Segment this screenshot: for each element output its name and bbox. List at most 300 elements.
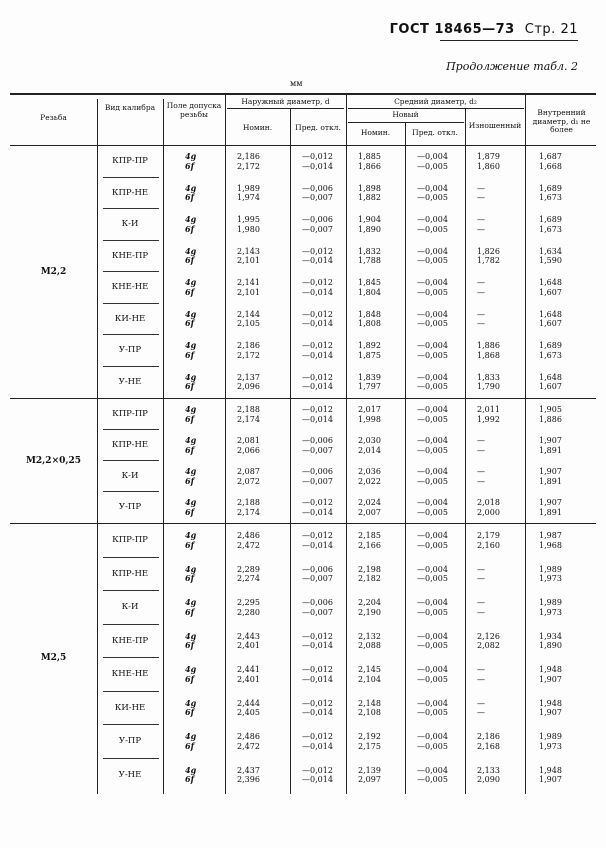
cell-value: 2,132	[358, 631, 381, 641]
thread-size: M2,2×0,25	[25, 456, 82, 466]
mid-deviation-cell	[417, 146, 465, 178]
table-body	[10, 146, 596, 792]
mid-deviation-cell	[417, 725, 465, 759]
tolerance-cell	[185, 241, 235, 273]
inner-diameter-cell	[539, 241, 596, 273]
cell-value: 1,689	[539, 183, 562, 193]
cell-value: —0,004	[417, 246, 448, 256]
cell-value: —0,012	[302, 309, 333, 319]
cell-value: 2,444	[237, 698, 260, 708]
cell-value: 4g	[185, 697, 197, 708]
mid-nominal-cell	[358, 625, 405, 659]
cell-value: 1,968	[539, 540, 562, 550]
cell-value: 1,989	[237, 183, 260, 193]
cell-value: 1,891	[539, 507, 562, 517]
tolerance-cell	[185, 461, 235, 492]
gauge-type: КПР-НЕ	[111, 187, 149, 198]
mid-nominal-cell	[358, 492, 405, 523]
mid-nominal-cell	[358, 759, 405, 793]
mid-nominal-cell	[358, 692, 405, 726]
worn-cell	[477, 209, 525, 241]
cell-value: 1,866	[358, 161, 381, 171]
cell-value: 1,989	[539, 732, 562, 742]
tolerance-cell	[185, 146, 235, 178]
cell-value: —0,004	[417, 598, 448, 608]
cell-value: 6f	[185, 475, 195, 486]
cell-value: 2,108	[358, 708, 381, 718]
cell-value: 2,087	[237, 467, 260, 476]
cell-value: 2,148	[358, 698, 381, 708]
cell-value: —0,012	[302, 405, 333, 414]
cell-value: 2,018	[477, 498, 500, 507]
outer-deviation-cell	[302, 461, 346, 492]
worn-cell	[477, 692, 525, 726]
worn-cell	[477, 367, 525, 399]
cell-value: 1,948	[539, 698, 562, 708]
cell-value: 2,024	[358, 498, 381, 507]
cell-value: 4g	[185, 764, 197, 775]
cell-value: 1,907	[539, 775, 562, 785]
cell-value: —	[477, 607, 485, 617]
cell-value: —	[477, 476, 485, 486]
outer-nominal-cell	[237, 759, 290, 793]
tolerance-cell	[185, 178, 235, 210]
mid-deviation-cell	[417, 492, 465, 523]
outer-deviation-cell	[302, 367, 346, 399]
cell-value: 4g	[185, 182, 197, 193]
outer-nominal-cell	[237, 367, 290, 399]
cell-value: —0,005	[417, 540, 448, 550]
mid-deviation-cell	[417, 430, 465, 461]
cell-value: —0,014	[302, 319, 333, 329]
cell-value: 4g	[185, 563, 197, 574]
cell-value: 1,907	[539, 436, 562, 445]
cell-value: 2,088	[358, 641, 381, 651]
inner-diameter-cell	[539, 692, 596, 726]
inner-diameter-cell	[539, 591, 596, 625]
page-header	[390, 22, 578, 37]
cell-value: 1,879	[477, 152, 500, 162]
mid-nominal-cell	[358, 591, 405, 625]
cell-value: 2,036	[358, 467, 381, 476]
mid-nominal-cell	[358, 461, 405, 492]
cell-value: 1,848	[358, 309, 381, 319]
cell-value: —0,012	[302, 631, 333, 641]
mid-nominal-cell	[358, 658, 405, 692]
worn-cell	[477, 492, 525, 523]
inner-diameter-cell	[539, 146, 596, 178]
mid-deviation-cell	[417, 399, 465, 430]
gauge-type: У-ПР	[118, 736, 142, 746]
cell-value: —	[477, 183, 485, 193]
gauge-type: КНЕ-НЕ	[111, 669, 149, 679]
thread-size: M2,5	[40, 653, 67, 663]
tolerance-cell	[185, 335, 235, 367]
cell-value: 6f	[185, 255, 195, 266]
mid-deviation-cell	[417, 335, 465, 367]
cell-value: —0,004	[417, 436, 448, 445]
cell-value: —0,014	[302, 382, 333, 392]
cell-value: 1,788	[358, 256, 381, 266]
cell-value: —0,012	[302, 341, 333, 351]
cell-value: 2,144	[237, 309, 260, 319]
cell-value: 2,145	[358, 665, 381, 675]
cell-value: —	[477, 309, 485, 319]
tolerance-cell	[185, 658, 235, 692]
cell-value: 6f	[185, 349, 195, 360]
cell-value: 1,885	[358, 152, 381, 162]
cell-value: —0,006	[302, 467, 333, 476]
cell-value: 1,845	[358, 278, 381, 288]
tolerance-cell	[185, 625, 235, 659]
gauge-type: К-И	[121, 219, 139, 229]
cell-value: 2,141	[237, 278, 260, 288]
cell-value: 2,204	[358, 598, 381, 608]
cell-value: 1,974	[237, 193, 260, 203]
cell-value: 2,188	[237, 498, 260, 507]
cell-value: 4g	[185, 630, 197, 641]
cell-value: 1,907	[539, 708, 562, 718]
cell-value: 2,097	[358, 775, 381, 785]
col-mid-nom: Номин.	[360, 128, 391, 137]
gauge-type: К-И	[121, 602, 139, 612]
mid-nominal-cell	[358, 558, 405, 592]
cell-value: —	[477, 287, 485, 297]
gauge-type: КПР-НЕ	[111, 439, 149, 450]
outer-deviation-cell	[302, 146, 346, 178]
standard-number: ГОСТ 18465—73	[389, 22, 515, 37]
outer-nominal-cell	[237, 399, 290, 430]
gauge-type: КПР-НЕ	[111, 568, 149, 579]
cell-value: 1,987	[539, 531, 562, 541]
cell-value: 1,668	[539, 161, 562, 171]
mid-deviation-cell	[417, 692, 465, 726]
outer-deviation-cell	[302, 430, 346, 461]
cell-value: 1,890	[539, 641, 562, 651]
tolerance-cell	[185, 272, 235, 304]
cell-value: —0,006	[302, 436, 333, 445]
cell-value: —0,004	[417, 732, 448, 742]
mid-nominal-cell	[358, 399, 405, 430]
cell-value: 1,948	[539, 765, 562, 775]
col-mid-new: Новый	[392, 110, 419, 119]
inner-diameter-cell	[539, 399, 596, 430]
worn-cell	[477, 335, 525, 367]
gauge-type: КИ-НЕ	[114, 313, 146, 324]
cell-value: —0,014	[302, 161, 333, 171]
cell-value: —0,005	[417, 641, 448, 651]
cell-value: 1,875	[358, 350, 381, 360]
cell-value: 2,185	[358, 531, 381, 541]
cell-value: 1,998	[358, 414, 381, 424]
outer-nominal-cell	[237, 272, 290, 304]
cell-value: 2,472	[237, 540, 260, 550]
inner-diameter-cell	[539, 367, 596, 399]
header-rule	[440, 40, 578, 41]
cell-value: 2,030	[358, 436, 381, 445]
cell-value: 4g	[185, 277, 197, 288]
cell-value: 2,172	[237, 350, 260, 360]
cell-value: 2,137	[237, 372, 260, 382]
cell-value: —0,004	[417, 698, 448, 708]
thread-group	[10, 399, 596, 524]
worn-cell	[477, 272, 525, 304]
mid-nominal-cell	[358, 272, 405, 304]
outer-deviation-cell	[302, 591, 346, 625]
worn-cell	[477, 430, 525, 461]
cell-value: 2,126	[477, 631, 500, 641]
cell-value: 6f	[185, 381, 195, 392]
cell-value: 1,590	[539, 256, 562, 266]
tolerance-cell	[185, 209, 235, 241]
cell-value: 2,401	[237, 641, 260, 651]
worn-cell	[477, 658, 525, 692]
cell-value: —0,006	[302, 598, 333, 608]
cell-value: 2,190	[358, 607, 381, 617]
cell-value: 1,673	[539, 193, 562, 203]
mid-deviation-cell	[417, 367, 465, 399]
col-tolerance: Поле допуска резьбы	[166, 101, 222, 119]
outer-deviation-cell	[302, 272, 346, 304]
cell-value: 2,174	[237, 507, 260, 517]
cell-value: 1,648	[539, 372, 562, 382]
cell-value: 2,160	[477, 540, 500, 550]
mid-nominal-cell	[358, 146, 405, 178]
cell-value: —0,004	[417, 278, 448, 288]
cell-value: 2,133	[477, 765, 500, 775]
cell-value: 6f	[185, 192, 195, 203]
cell-value: 2,101	[237, 256, 260, 266]
cell-value: 1,634	[539, 246, 562, 256]
mid-deviation-cell	[417, 658, 465, 692]
cell-value: 1,907	[539, 467, 562, 476]
inner-diameter-cell	[539, 335, 596, 367]
cell-value: 1,860	[477, 161, 500, 171]
cell-value: 1,687	[539, 152, 562, 162]
cell-value: —0,004	[417, 183, 448, 193]
inner-diameter-cell	[539, 524, 596, 558]
cell-value: —0,004	[417, 309, 448, 319]
cell-value: 1,607	[539, 287, 562, 297]
cell-value: 1,980	[237, 224, 260, 234]
gauge-type: У-ПР	[118, 345, 142, 355]
cell-value: 1,648	[539, 278, 562, 288]
cell-value: —0,014	[302, 641, 333, 651]
cell-value: 1,790	[477, 382, 500, 392]
mid-deviation-cell	[417, 209, 465, 241]
cell-value: 2,096	[237, 382, 260, 392]
cell-value: 2,188	[237, 405, 260, 414]
mid-deviation-cell	[417, 625, 465, 659]
cell-value: 1,973	[539, 574, 562, 584]
thread-size: M2,2	[40, 267, 67, 277]
cell-value: 6f	[185, 774, 195, 785]
cell-value: —	[477, 445, 485, 455]
cell-value: 2,437	[237, 765, 260, 775]
outer-deviation-cell	[302, 658, 346, 692]
cell-value: —0,004	[417, 564, 448, 574]
cell-value: 2,007	[358, 507, 381, 517]
cell-value: 2,174	[237, 414, 260, 424]
cell-value: —0,014	[302, 540, 333, 550]
gauge-type: У-НЕ	[118, 769, 142, 780]
mid-nominal-cell	[358, 209, 405, 241]
tolerance-cell	[185, 725, 235, 759]
inner-diameter-cell	[539, 430, 596, 461]
cell-value: —0,005	[417, 708, 448, 718]
cell-value: 1,892	[358, 341, 381, 351]
tolerance-cell	[185, 304, 235, 336]
cell-value: 2,090	[477, 775, 500, 785]
cell-value: —0,007	[302, 607, 333, 617]
outer-nominal-cell	[237, 692, 290, 726]
cell-value: 4g	[185, 497, 197, 507]
cell-value: —	[477, 598, 485, 608]
cell-value: —0,012	[302, 665, 333, 675]
cell-value: 2,175	[358, 741, 381, 751]
mid-nominal-cell	[358, 430, 405, 461]
cell-value: 2,192	[358, 732, 381, 742]
mid-deviation-cell	[417, 272, 465, 304]
cell-value: 2,186	[477, 732, 500, 742]
cell-value: 2,081	[237, 436, 260, 445]
cell-value: —	[477, 278, 485, 288]
cell-value: 1,832	[358, 246, 381, 256]
cell-value: —0,007	[302, 476, 333, 486]
outer-nominal-cell	[237, 335, 290, 367]
col-outer-dev: Пред. откл.	[295, 123, 341, 132]
mid-nominal-cell	[358, 524, 405, 558]
cell-value: 2,105	[237, 319, 260, 329]
cell-value: —0,014	[302, 507, 333, 517]
cell-value: —0,014	[302, 741, 333, 751]
table-caption: Продолжение табл. 2	[446, 60, 578, 73]
gauge-type: КПР-ПР	[112, 535, 148, 545]
cell-value: 2,139	[358, 765, 381, 775]
cell-value: —0,004	[417, 531, 448, 541]
outer-nominal-cell	[237, 146, 290, 178]
cell-value: —	[477, 574, 485, 584]
col-inner: Внутренний диаметр, d₁ не более	[532, 108, 591, 134]
tolerance-cell	[185, 692, 235, 726]
cell-value: 2,172	[237, 161, 260, 171]
mid-deviation-cell	[417, 558, 465, 592]
cell-value: 4g	[185, 371, 197, 382]
mid-nominal-cell	[358, 304, 405, 336]
mid-nominal-cell	[358, 335, 405, 367]
cell-value: —0,005	[417, 445, 448, 455]
cell-value: 1,891	[539, 445, 562, 455]
cell-value: 6f	[185, 444, 195, 455]
cell-value: —0,014	[302, 708, 333, 718]
outer-nominal-cell	[237, 178, 290, 210]
cell-value: —0,006	[302, 215, 333, 225]
cell-value: —0,005	[417, 574, 448, 584]
cell-value: —0,014	[302, 674, 333, 684]
cell-value: —0,007	[302, 224, 333, 234]
outer-nominal-cell	[237, 304, 290, 336]
cell-value: —0,012	[302, 732, 333, 742]
cell-value: 1,689	[539, 341, 562, 351]
cell-value: —0,005	[417, 741, 448, 751]
outer-deviation-cell	[302, 759, 346, 793]
cell-value: 1,868	[477, 350, 500, 360]
cell-value: 2,295	[237, 598, 260, 608]
cell-value: —	[477, 193, 485, 203]
cell-value: 2,405	[237, 708, 260, 718]
cell-value: 1,973	[539, 741, 562, 751]
cell-value: 2,198	[358, 564, 381, 574]
outer-deviation-cell	[302, 178, 346, 210]
worn-cell	[477, 759, 525, 793]
cell-value: 2,022	[358, 476, 381, 486]
cell-value: 4g	[185, 731, 197, 742]
cell-value: —0,012	[302, 498, 333, 507]
table-header	[10, 93, 596, 146]
cell-value: —0,005	[417, 256, 448, 266]
mid-nominal-cell	[358, 367, 405, 399]
cell-value: 6f	[185, 286, 195, 297]
mid-deviation-cell	[417, 178, 465, 210]
mid-nominal-cell	[358, 725, 405, 759]
outer-nominal-cell	[237, 524, 290, 558]
inner-diameter-cell	[539, 725, 596, 759]
cell-value: 1,808	[358, 319, 381, 329]
cell-value: 2,000	[477, 507, 500, 517]
cell-value: —0,005	[417, 224, 448, 234]
cell-value: —	[477, 674, 485, 684]
cell-value: —0,012	[302, 698, 333, 708]
cell-value: 2,082	[477, 641, 500, 651]
cell-value: 2,486	[237, 732, 260, 742]
outer-deviation-cell	[302, 492, 346, 523]
inner-diameter-cell	[539, 272, 596, 304]
worn-cell	[477, 591, 525, 625]
cell-value: —0,012	[302, 372, 333, 382]
outer-nominal-cell	[237, 461, 290, 492]
col-outer: Наружный диаметр, d	[241, 97, 330, 106]
cell-value: 1,833	[477, 372, 500, 382]
mid-nominal-cell	[358, 241, 405, 273]
cell-value: 2,104	[358, 674, 381, 684]
cell-value: 6f	[185, 573, 195, 584]
cell-value: —0,004	[417, 765, 448, 775]
outer-deviation-cell	[302, 399, 346, 430]
cell-value: 2,143	[237, 246, 260, 256]
tolerance-cell	[185, 558, 235, 592]
cell-value: 1,648	[539, 309, 562, 319]
cell-value: 4g	[185, 404, 197, 414]
cell-value: —0,004	[417, 467, 448, 476]
cell-value: 6f	[185, 740, 195, 751]
cell-value: 2,186	[237, 341, 260, 351]
cell-value: —0,004	[417, 498, 448, 507]
inner-diameter-cell	[539, 461, 596, 492]
thread-group	[10, 146, 596, 399]
cell-value: 6f	[185, 506, 195, 517]
cell-value: —0,005	[417, 476, 448, 486]
outer-nominal-cell	[237, 625, 290, 659]
tolerance-cell	[185, 399, 235, 430]
mid-nominal-cell	[358, 178, 405, 210]
cell-value: 2,280	[237, 607, 260, 617]
col-mid-dev: Пред. откл.	[412, 128, 458, 137]
outer-nominal-cell	[237, 725, 290, 759]
outer-nominal-cell	[237, 430, 290, 461]
cell-value: 1,948	[539, 665, 562, 675]
cell-value: 1,891	[539, 476, 562, 486]
cell-value: —0,005	[417, 414, 448, 424]
